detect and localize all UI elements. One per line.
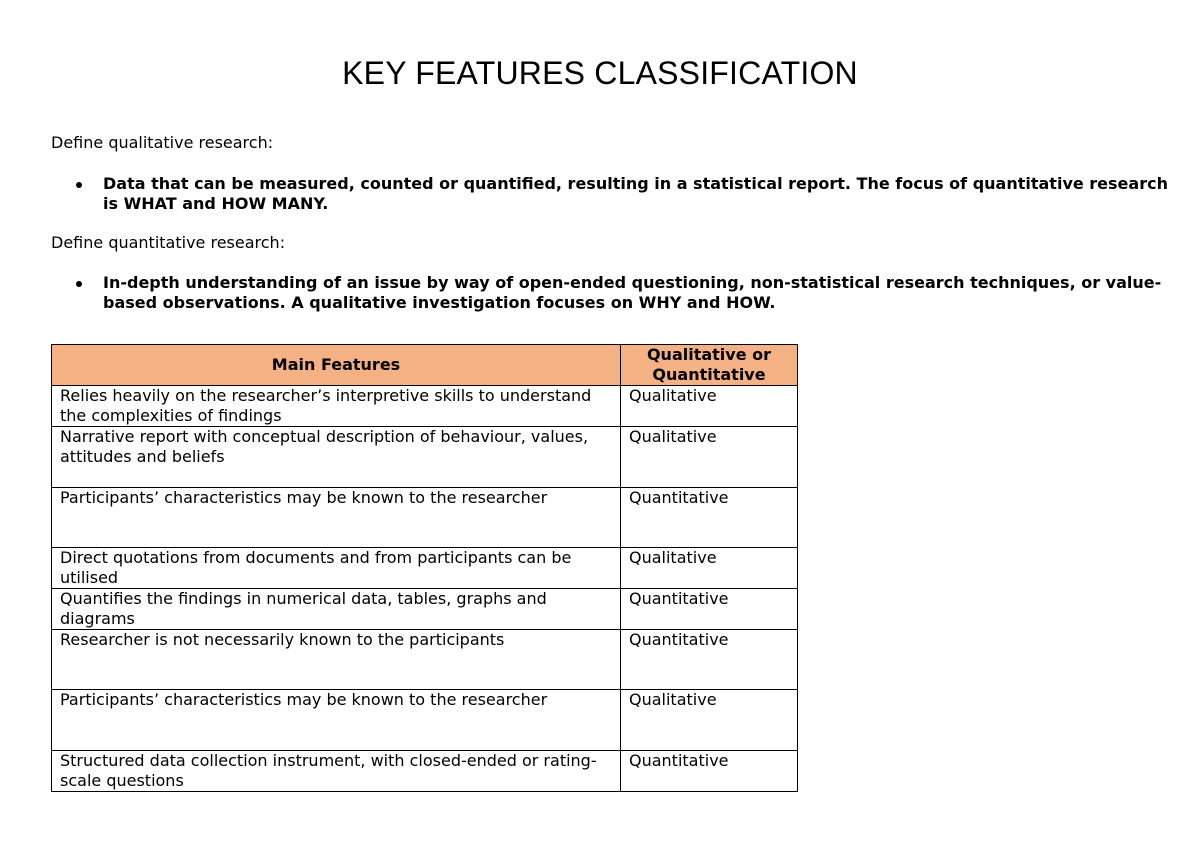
- header-classification: Qualitative or Quantitative: [621, 345, 798, 386]
- bullet-icon: [76, 281, 82, 287]
- classification-cell: Quantitative: [621, 751, 798, 792]
- classification-cell: Quantitative: [621, 630, 798, 690]
- quantitative-answer: In-depth understanding of an issue by way of open-ended questioning, non-statistical research techniques, or value-based observations. A qualitative investigation focuses on WHY and HOW.: [103, 273, 1162, 312]
- classification-cell: Qualitative: [621, 386, 798, 427]
- table-row: [52, 589, 798, 630]
- qualitative-prompt: Define qualitative research:: [51, 133, 274, 152]
- feature-cell: Relies heavily on the researcher’s interpretive skills to understand the complexities of findings: [52, 386, 621, 427]
- page-title: KEY FEATURES CLASSIFICATION: [342, 55, 858, 91]
- feature-cell: Quantifies the findings in numerical data, tables, graphs and diagrams: [52, 589, 621, 630]
- feature-cell: Researcher is not necessarily known to the participants: [52, 630, 621, 690]
- table-row: [52, 630, 798, 690]
- feature-cell: Participants’ characteristics may be known to the researcher: [52, 488, 621, 548]
- qualitative-answer: Data that can be measured, counted or quantified, resulting in a statistical report. The focus of quantitative research is WHAT and HOW MANY.: [103, 174, 1168, 213]
- table-header-row: [52, 345, 798, 386]
- table-row: [52, 751, 798, 792]
- table-row: [52, 386, 798, 427]
- table-row: [52, 548, 798, 589]
- table-row: [52, 488, 798, 548]
- classification-cell: Qualitative: [621, 427, 798, 488]
- classification-cell: Qualitative: [621, 690, 798, 751]
- header-main-features: Main Features: [52, 345, 621, 386]
- classification-cell: Quantitative: [621, 589, 798, 630]
- quantitative-prompt: Define quantitative research:: [51, 233, 286, 252]
- feature-cell: [52, 427, 621, 488]
- features-table: [51, 344, 798, 792]
- table-row: [52, 427, 798, 488]
- feature-cell: Structured data collection instrument, with closed-ended or rating-scale questions: [52, 751, 621, 792]
- feature-cell: Participants’ characteristics may be known to the researcher: [52, 690, 621, 751]
- feature-text: Narrative report with conceptual description of behaviour, values, attitudes and beliefs: [60, 427, 589, 466]
- classification-cell: Quantitative: [621, 488, 798, 548]
- bullet-icon: [76, 182, 82, 188]
- feature-cell: Direct quotations from documents and from participants can be utilised: [52, 548, 621, 589]
- classification-cell: Qualitative: [621, 548, 798, 589]
- table-row: [52, 690, 798, 751]
